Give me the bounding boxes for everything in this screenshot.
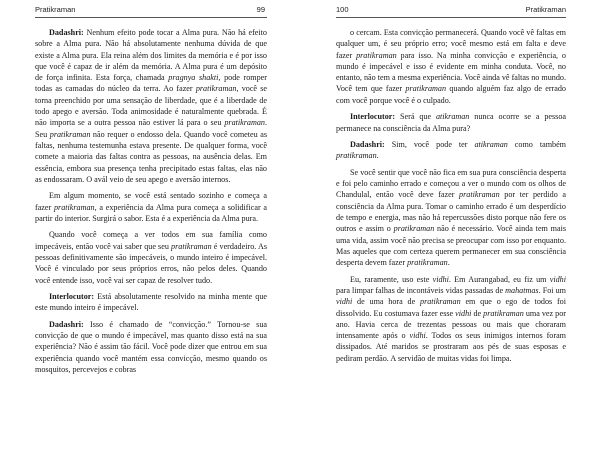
left-header-rule [35, 17, 267, 18]
paragraph [35, 319, 267, 375]
right-page-body [336, 27, 566, 369]
paragraph [336, 274, 566, 364]
italic-term: pratikraman [393, 224, 435, 234]
text-run: Sim, você pode ter [384, 140, 475, 150]
paragraph [35, 190, 267, 224]
text-run: como também [507, 140, 567, 150]
italic-term: pratikraman [420, 297, 461, 307]
text-run: Nenhum efeito pode tocar a Alma pura. Não há efeito sobre a Alma pura. Não há absolutamente nenhuma dúvida de que existe a Alma pura. Ela reina além dos limites da memória e é por isso que você é capaz de ir além da memória. A Alma pura é um depósito de força infinita. Esta força, chamada [35, 28, 267, 83]
text-run: Está absolutamente resolvido na minha mente que este mundo inteiro é impecável. [35, 292, 267, 313]
text-run: Eu, raramente, uso este [350, 274, 433, 284]
paragraph [35, 229, 267, 285]
italic-term: mahatmas [505, 285, 539, 295]
text-run: quando alguém faz algo de errado com você porque você é o culpado. [336, 84, 566, 105]
speaker-label: Interlocutor: [49, 292, 95, 302]
italic-term: pratikraman [171, 241, 212, 251]
italic-term: vidhi [409, 331, 426, 341]
text-run: , você se torna preenchido por uma sensação de liberdade, que é a liberdade de todo apego e aversão. Toda animosidade é naturalmente quebrada. É não importa se a outra pessoa não estiver lá para o seu [35, 84, 268, 128]
text-run: o cercam. Esta convicção permanecerá. Quando você vê faltas em qualquer um, é seu próprio erro; você mesmo está em falta e deve fazer [336, 28, 566, 60]
italic-term: pratikraman [53, 202, 95, 212]
italic-term: pratikraman [49, 129, 91, 139]
italic-term: vidhi [336, 297, 353, 307]
text-run: não é necessário. Você ainda tem mais uma vida, assim você não precisa se preocupar com isso por enquanto. Mas aqueles que com certeza querem permanecer em sua consciência desperta devem fazer [336, 224, 566, 268]
text-run: de [471, 308, 484, 318]
italic-term: pratikraman [405, 84, 447, 94]
speaker-label: Dadashri: [49, 28, 84, 37]
text-run: . [447, 258, 450, 268]
left-running-title: Pratikraman [35, 5, 76, 14]
right-page [300, 0, 600, 466]
italic-term: vidhi [549, 274, 566, 284]
right-running-title: Pratikraman [525, 5, 566, 14]
text-run: é verdadeiro. As pessoas definitivamente são impecáveis, o mundo inteiro é impecável. Você é vinculado por seus próprios erros, não pelos deles. Quando você entende isso, você vai ser capaz de resolver tudo. [35, 241, 267, 285]
text-run: Isso é chamado de “convicção.” Tornou-se sua convicção de que o mundo é impecável, mas quanto disso está na sua experiência? Não é assim tão fácil. Você pode dizer que entrou em sua experiência quando você mantém essa convicção, mesmo quando os mosquitos, percevejos e cobras [35, 319, 267, 375]
text-run: Quando você começa a ver todos em sua família como impecáveis, então você vai saber que seu [35, 230, 267, 251]
italic-term: pratikraman [459, 190, 500, 200]
speaker-label: Dadashri: [350, 140, 385, 150]
speaker-label: Interlocutor: [350, 112, 396, 122]
text-run: . Foi um [538, 285, 566, 295]
speaker-label: Dadashri: [49, 319, 84, 329]
text-run: . Em Aurangabad, eu fiz um [448, 274, 550, 284]
italic-term: vidhi [455, 308, 472, 318]
paragraph [336, 167, 566, 269]
right-page-number: 100 [336, 5, 349, 14]
left-page-body [35, 27, 267, 381]
text-run: de uma hora de [352, 297, 421, 307]
text-run: . Seu [35, 118, 267, 139]
italic-term: pratikraman [483, 308, 524, 318]
paragraph [336, 27, 566, 106]
text-run: . Todos os seus inimigos internos foram dissipados. Até maridos se prostraram aos pés de suas esposas e pediram perdão. A servidão de muitas vidas foi limpa. [336, 331, 566, 363]
right-page-header [336, 5, 566, 17]
text-run: uma vez por ano. Havia cerca de trezentas pessoas ou mais que choraram intensamente após o [336, 308, 566, 341]
paragraph [336, 139, 566, 162]
italic-term: pratikraman [356, 50, 397, 60]
italic-term: pratikraman [407, 258, 448, 268]
italic-term: pratikraman [336, 151, 377, 161]
text-run: não requer o endosso dela. Quando você cometeu as faltas, nenhuma testemunha estava presente. De qualquer forma, você comete a maioria das faltas contra as pessoas, na ausência delas. Em essência, embora sua presença tenha precipitado estas faltas, elas não as endossaram. O avál veio de seu apego e aversão internos. [35, 129, 268, 184]
text-run: nunca ocorre se a pessoa permanece na consciência da Alma pura? [336, 112, 567, 133]
paragraph [35, 27, 267, 185]
left-page-header [35, 5, 265, 17]
text-run: Será que [395, 112, 436, 122]
italic-term: atikraman [474, 140, 508, 150]
text-run: para limpar falhas de incontáveis vidas passadas de [336, 285, 506, 295]
italic-term: vidhi [432, 274, 449, 284]
text-run: em que o ego de todos foi dissolvido. Eu costumava fazer esse [336, 297, 566, 318]
text-run: , a experiência da Alma pura começa a solidificar a partir do interior. Surgirá o sabor. Esta é a experiência da Alma pura. [35, 202, 268, 223]
italic-term: atikraman [435, 112, 470, 122]
italic-term: pratikraman [224, 118, 265, 128]
paragraph [35, 291, 267, 314]
text-run: para isso. Na minha convicção e experiência, o mundo é impecável e isso é evidente em minha conduta. Você, no entanto, não tem a mesma experiência. Você ainda vê faltas no mundo. Você tem que fazer [336, 50, 566, 94]
italic-term: pratikraman [195, 84, 237, 94]
italic-term: pragnya shakti [168, 73, 219, 83]
paragraph [336, 111, 566, 134]
text-run: . [376, 151, 379, 161]
right-header-rule [336, 17, 566, 18]
left-page-number: 99 [256, 5, 265, 14]
text-run: , pode romper todas as camadas do núcleo da terra. Ao fazer [35, 73, 267, 94]
text-run: Se você sentir que você não fica em sua pura consciência desperta e foi pelo caminho errado e começou a ver o mundo com os olhos de Chandulal, então você deve fazer [336, 167, 566, 200]
text-run: por ter perdido a consciência da Alma pura. Tomar o caminho errado é um desperdício de tempo e energia, mas não há repercussões disto porque não fere os outros e assim o [336, 190, 566, 234]
text-run: Em algum momento, se você está sentado sozinho e começa a fazer [35, 191, 267, 212]
